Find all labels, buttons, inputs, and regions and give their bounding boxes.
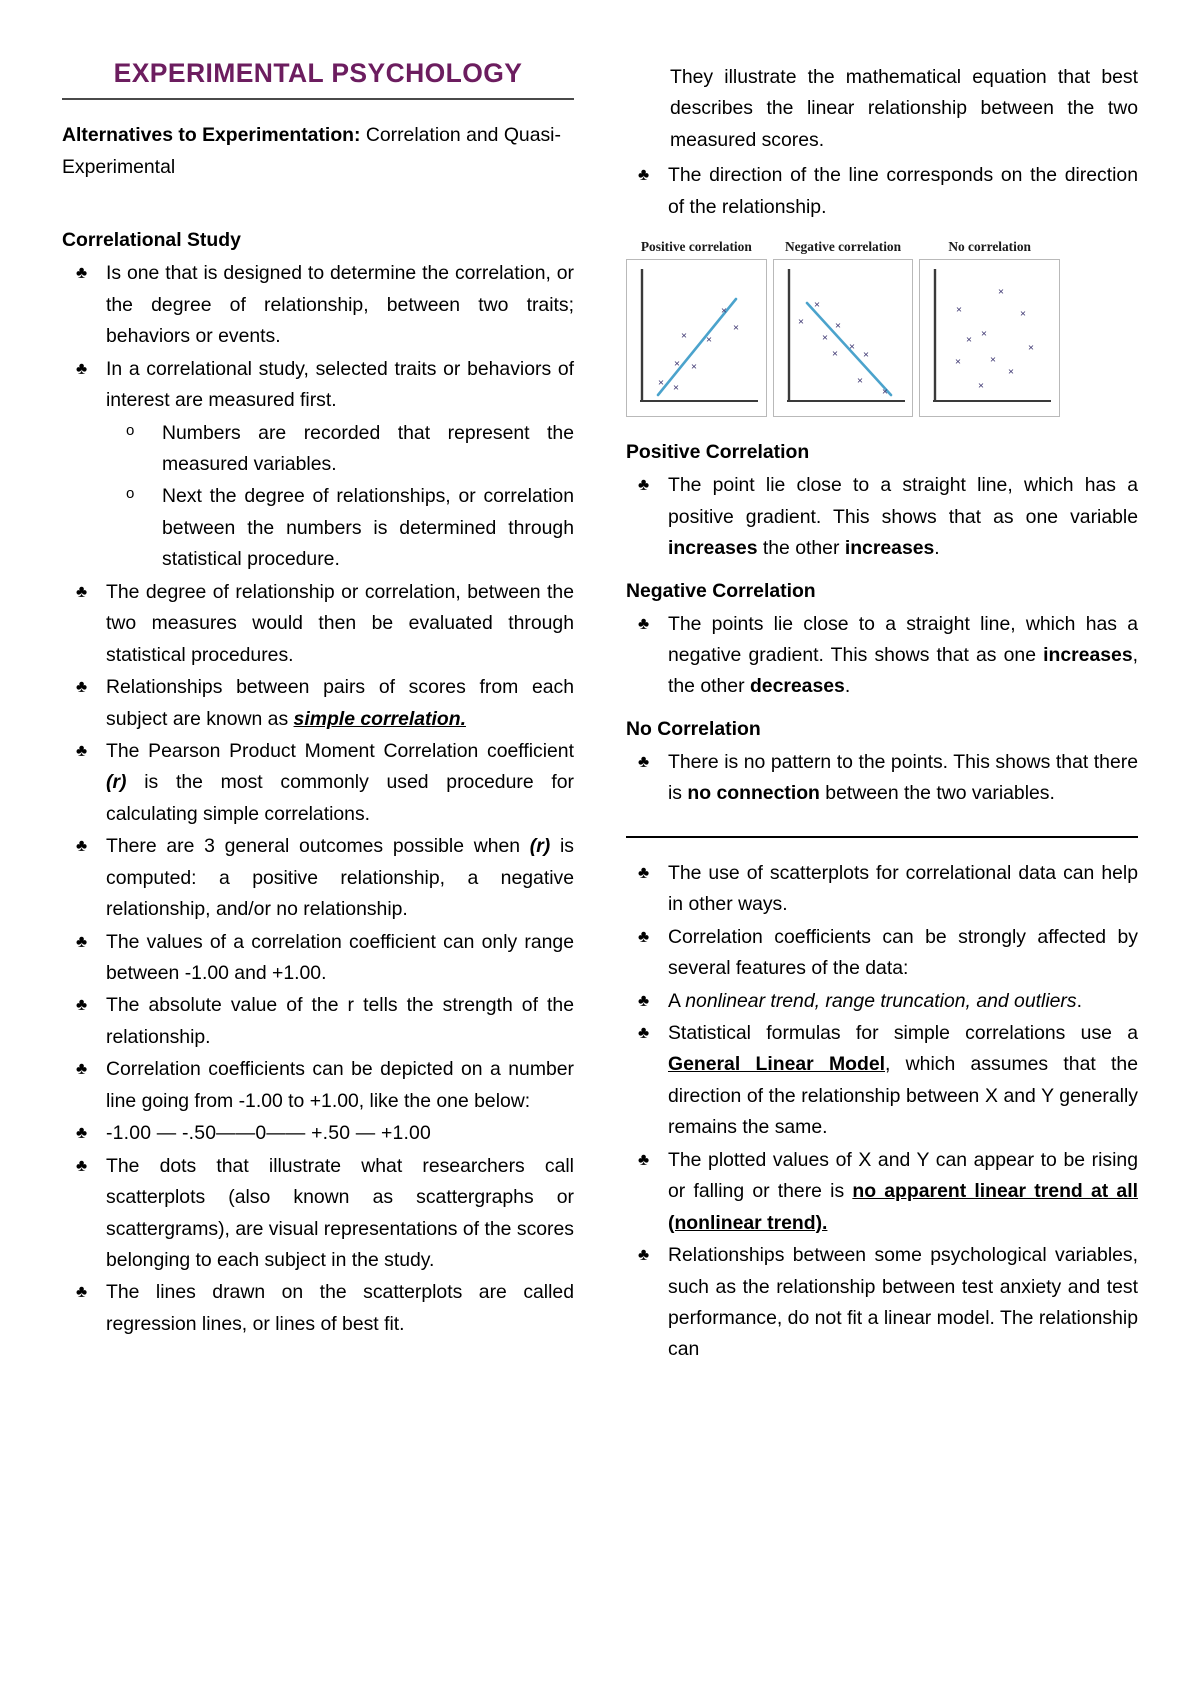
list-item — [62, 990, 574, 1053]
subtitle-bold: Alternatives to Experimentation: — [62, 124, 361, 147]
club-bullet-icon: ♣ — [76, 1155, 88, 1175]
figure-caption-negative: Negative correlation — [784, 239, 902, 255]
list-item-pearson — [62, 736, 574, 830]
list-item-text: Correlation coefficients can be strongly affected by several features of the data: — [668, 925, 1138, 980]
svg-text:×: × — [1020, 308, 1027, 321]
svg-text:×: × — [862, 349, 869, 362]
list-item-text: The direction of the line corresponds on the direction of the relationship. — [668, 164, 1138, 218]
svg-text:×: × — [680, 330, 688, 343]
club-bullet-icon: ♣ — [76, 995, 88, 1015]
two-column-layout — [62, 58, 1138, 1367]
list-item-simple-correlation — [62, 672, 574, 735]
club-bullet-icon: ♣ — [76, 740, 88, 760]
figure-caption-positive: Positive correlation — [640, 239, 752, 255]
svg-text:×: × — [813, 299, 820, 312]
list-item-text: The lines drawn on the scatterplots are called regression lines, or lines of best fit. — [106, 1281, 574, 1335]
bold-increases: increases — [1043, 644, 1133, 667]
club-bullet-icon: ♣ — [76, 263, 88, 283]
list-item — [626, 922, 1138, 985]
bold-increases-1: increases — [668, 537, 758, 560]
club-bullet-icon: ♣ — [638, 990, 650, 1010]
club-bullet-icon: ♣ — [638, 1245, 650, 1265]
list-item-text: Relationships between pairs of scores from each subject are known as — [106, 676, 574, 730]
correlation-number-line: -1.00 — -.50——0—— +.50 — +1.00 — [106, 1122, 432, 1145]
list-item — [62, 927, 574, 990]
svg-text:×: × — [720, 305, 728, 318]
bold-decreases: decreases — [749, 675, 845, 698]
svg-text:×: × — [732, 322, 740, 335]
underline-no-apparent-linear-trend: no apparent linear trend at all (nonlinear trend). — [668, 1180, 1138, 1234]
club-bullet-icon: ♣ — [638, 862, 650, 882]
svg-text:×: × — [657, 377, 665, 390]
svg-text:×: × — [1028, 342, 1035, 355]
section-heading-no-correlation: No Correlation — [626, 717, 761, 740]
club-bullet-icon: ♣ — [638, 613, 650, 633]
spacer — [626, 704, 1138, 714]
emphasis-r-symbol: (r) — [106, 771, 127, 794]
right-column — [626, 58, 1138, 1367]
svg-text:×: × — [956, 304, 963, 317]
figure-panel-row — [626, 239, 1060, 417]
club-bullet-icon: ♣ — [76, 931, 88, 951]
list-item-text-rest: , which assumes that the direction of the relationship between X and Y generally remains the same. — [668, 1053, 1138, 1139]
section-heading-negative-correlation: Negative Correlation — [626, 579, 816, 602]
svg-text:×: × — [1008, 366, 1015, 379]
list-item-text: Next the degree of relationships, or correlation between the numbers is determined through statistical procedure. — [162, 485, 574, 571]
list-item-text: The values of a correlation coefficient can only range between -1.00 and +1.00. — [106, 930, 574, 985]
figure-box-none — [919, 259, 1060, 417]
list-item — [626, 470, 1138, 564]
list-item — [62, 258, 574, 352]
svg-text:×: × — [705, 334, 713, 347]
list-item-text: The use of scatterplots for correlational data can help in other ways. — [668, 861, 1138, 916]
bold-increases-2: increases — [844, 537, 935, 560]
list-item-text: The dots that illustrate what researchers call scatterplots (also known as scattergraphs or scattergrams), are visual representations of the scores belonging to each subject in the study. — [106, 1154, 574, 1271]
list-item-text-tail: . — [1076, 989, 1082, 1012]
figure-panel-negative — [773, 239, 914, 417]
club-bullet-icon: ♣ — [76, 677, 88, 697]
figure-panel-positive — [626, 239, 767, 417]
list-item-text: Is one that is designed to determine the correlation, or the degree of relationship, between two traits; behaviors or events. — [106, 262, 574, 348]
list-item-nonlinear — [626, 986, 1138, 1017]
emphasis-simple-correlation: simple correlation. — [293, 707, 466, 730]
list-item — [118, 481, 574, 575]
list-item-text-rest: is computed: a positive relationship, a negative relationship, and/or no relationship. — [106, 835, 574, 921]
list-item-text: A — [668, 989, 686, 1012]
svg-text:×: × — [834, 320, 841, 333]
list-item-glm — [626, 1018, 1138, 1144]
svg-text:×: × — [831, 348, 838, 361]
scatterplot-none — [925, 265, 1053, 411]
list-item-text: Numbers are recorded that represent the measured variables. — [162, 421, 574, 476]
list-item-text-mid: , the other — [668, 644, 1138, 698]
list-item-text: In a correlational study, selected traits or behaviors of interest are measured first. — [106, 357, 574, 412]
list-item — [626, 609, 1138, 703]
list-item-text: Relationships between some psychological variables, such as the relationship between test anxiety and test performance, do not fit a linear model. The relationship can — [668, 1244, 1138, 1361]
figure-caption-none: No correlation — [948, 239, 1032, 255]
list-item-text: There is no pattern to the points. This shows that there is — [668, 750, 1138, 805]
negative-correlation-bullets — [626, 609, 1138, 703]
page-title: EXPERIMENTAL PSYCHOLOGY — [113, 58, 523, 88]
circle-bullet-icon: o — [126, 421, 135, 439]
svg-text:×: × — [673, 358, 681, 371]
section-heading-correlational-study: Correlational Study — [62, 229, 241, 252]
section-heading-positive-correlation: Positive Correlation — [626, 441, 810, 464]
svg-text:×: × — [881, 386, 888, 399]
club-bullet-icon: ♣ — [76, 358, 88, 378]
svg-text:×: × — [797, 316, 804, 329]
list-item-text-tail: . — [844, 675, 851, 698]
intro-paragraph: They illustrate the mathematical equation that best describes the linear relationship between the two measured scores. — [670, 66, 1138, 151]
figure-box-positive — [626, 259, 767, 417]
club-bullet-icon: ♣ — [76, 1282, 88, 1302]
list-item — [62, 577, 574, 671]
scatterplot-negative — [779, 265, 907, 411]
club-bullet-icon: ♣ — [76, 836, 88, 856]
list-item-text: Correlation coefficients can be depicted on a number line going from -1.00 to +1.00, like the one below: — [106, 1058, 574, 1112]
direction-bullets — [626, 160, 1138, 223]
list-item — [118, 418, 574, 481]
scatterplot-positive — [632, 265, 760, 411]
list-item-text-rest: is the most commonly used procedure for calculating simple correlations. — [106, 771, 574, 825]
club-bullet-icon: ♣ — [76, 1123, 88, 1143]
club-bullet-icon: ♣ — [638, 751, 650, 771]
svg-text:×: × — [821, 332, 828, 345]
list-item — [626, 858, 1138, 921]
svg-text:×: × — [848, 341, 855, 354]
svg-text:×: × — [998, 286, 1005, 299]
subtitle-paragraph — [62, 120, 574, 183]
svg-text:×: × — [981, 328, 988, 341]
list-item-outcomes — [62, 831, 574, 925]
list-item-text: The degree of relationship or correlation, between the two measures would then be evaluated through statistical procedures. — [106, 580, 574, 666]
list-item-text: The absolute value of the r tells the strength of the relationship. — [106, 994, 574, 1048]
list-item-plotted-values — [626, 1145, 1138, 1239]
italic-data-features: nonlinear trend, range truncation, and outliers — [685, 989, 1077, 1012]
list-item — [62, 1277, 574, 1340]
title-divider — [62, 98, 574, 100]
svg-text:×: × — [966, 334, 973, 347]
list-item-text-tail: . — [934, 537, 940, 560]
list-item-text-tail: between the two variables. — [819, 782, 1055, 805]
underline-general-linear-model: General Linear Model — [668, 1053, 885, 1076]
figure-box-negative — [773, 259, 914, 417]
list-item-text: The points lie close to a straight line, which has a negative gradient. This shows that as one — [668, 612, 1138, 667]
emphasis-r-symbol: (r) — [529, 835, 551, 858]
list-item-number-line — [62, 1118, 574, 1149]
list-item-text: The point lie close to a straight line, which has a positive gradient. This shows that as one variable — [668, 474, 1138, 528]
club-bullet-icon: ♣ — [638, 926, 650, 946]
left-column — [62, 58, 574, 1341]
correlational-study-bullets-2 — [62, 577, 574, 1341]
spacer — [62, 187, 574, 225]
list-item — [62, 354, 574, 417]
list-item — [62, 1151, 574, 1277]
spacer — [626, 566, 1138, 576]
svg-text:×: × — [978, 380, 985, 393]
club-bullet-icon: ♣ — [76, 1059, 88, 1079]
circle-bullet-icon: o — [126, 485, 135, 503]
scatterplot-figure — [626, 239, 1060, 417]
club-bullet-icon: ♣ — [638, 475, 650, 495]
list-item — [626, 747, 1138, 810]
list-item-text: The — [106, 739, 149, 762]
club-bullet-icon: ♣ — [638, 165, 650, 185]
figure-panel-none — [919, 239, 1060, 417]
club-bullet-icon: ♣ — [638, 1149, 650, 1169]
svg-text:×: × — [690, 361, 698, 374]
list-item — [62, 1054, 574, 1117]
scatterplot-usage-bullets — [626, 858, 1138, 1366]
correlational-study-sub-bullets — [118, 418, 574, 576]
list-item-text: There are 3 general outcomes possible when — [106, 835, 530, 858]
section-divider — [626, 836, 1138, 838]
club-bullet-icon: ♣ — [638, 1023, 650, 1043]
subtitle-rest: Correlation and Quasi-Experimental — [62, 124, 561, 178]
correlational-study-bullets — [62, 258, 574, 416]
svg-text:×: × — [672, 382, 680, 395]
bold-no-connection: no connection — [687, 782, 820, 805]
list-item-text: The plotted values of X and Y can appear to be rising or falling or there is — [668, 1148, 1138, 1203]
list-item — [626, 1240, 1138, 1366]
no-correlation-bullets — [626, 747, 1138, 810]
list-item-text-mid: the other — [757, 537, 845, 560]
svg-text:×: × — [856, 375, 863, 388]
list-item — [626, 160, 1138, 223]
underline-pearson-coefficient: Pearson Product Moment Correlation coefficient — [148, 739, 574, 762]
svg-text:×: × — [990, 354, 997, 367]
club-bullet-icon: ♣ — [76, 581, 88, 601]
list-item-text: Statistical formulas for simple correlations use a — [668, 1022, 1138, 1045]
svg-text:×: × — [955, 356, 962, 369]
positive-correlation-bullets — [626, 470, 1138, 564]
